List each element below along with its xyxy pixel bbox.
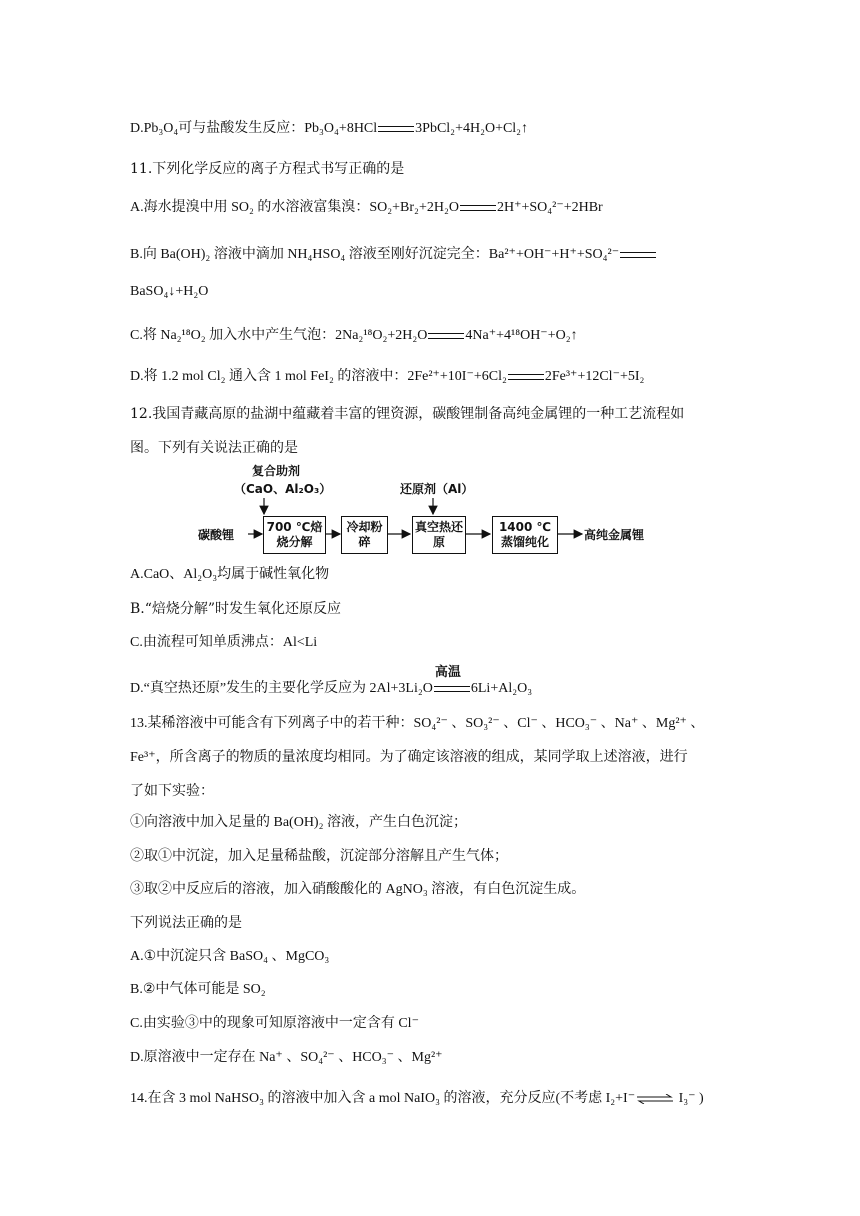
q11-d-lhs: D.将 1.2 mol Cl₂ 通入含 1 mol FeI₂ 的溶液中：2Fe²⁺+10I⁻+6Cl₂ — [130, 369, 507, 384]
q11-b-lhs: B.向 Ba(OH)₂ 溶液中滴加 NH₄HSO₄ 溶液至刚好沉淀完全：Ba²⁺+OH⁻+H⁺+SO₄²⁻ — [130, 247, 620, 262]
equals-sign — [460, 205, 496, 211]
q12-d-lhs: D.“真空热还原”发生的主要化学反应为 2Al+3Li₂O — [130, 681, 433, 696]
q13-exp-3: ③取②中反应后的溶液，加入硝酸酸化的 AgNO₃ 溶液，有白色沉淀生成。 — [130, 882, 586, 897]
q12-option-b: B.“焙烧分解”时发生氧化还原反应 — [130, 601, 342, 617]
flow-reductant-label: 还原剂（Al） — [400, 482, 474, 496]
flow-step-reduction: 真空热还原 — [412, 516, 466, 554]
q11-option-b-cont: BaSO₄↓+H₂O — [130, 284, 209, 299]
equilibrium-arrow — [635, 1094, 675, 1104]
flow-additive-label: 复合助剂 — [252, 464, 301, 478]
flow-step-distillation: 1400 ℃蒸馏纯化 — [492, 516, 558, 554]
q11-stem: 11.下列化学反应的离子方程式书写正确的是 — [130, 161, 405, 177]
q11-option-a — [130, 199, 603, 217]
q11-option-d — [130, 368, 644, 386]
q13-stem-1: 13.某稀溶液中可能含有下列离子中的若干种：SO₄²⁻ 、SO₃²⁻ 、Cl⁻ 、HCO₃⁻ 、Na⁺ 、Mg²⁺ 、 — [130, 716, 705, 731]
q10-d-rhs: 3PbCl₂+4H₂O+Cl₂↑ — [415, 121, 529, 136]
reaction-condition: 高温 — [434, 664, 461, 679]
q14-stem-tail: I₃⁻ ) — [675, 1091, 704, 1106]
flow-input-label: 碳酸锂 — [198, 528, 235, 542]
q11-c-lhs: C.将 Na₂¹⁸O₂ 加入水中产生气泡：2Na₂¹⁸O₂+2H₂O — [130, 328, 428, 343]
q13-option-c: C.由实验③中的现象可知原溶液中一定含有 Cl⁻ — [130, 1016, 419, 1031]
process-flow-diagram — [198, 462, 668, 562]
equals-sign — [434, 686, 470, 692]
q12-option-a: A.CaO、Al₂O₃均属于碱性氧化物 — [130, 567, 330, 582]
flow-step-roasting: 700 ℃焙烧分解 — [263, 516, 326, 554]
q11-option-b — [130, 246, 657, 264]
q11-option-c — [130, 327, 578, 345]
q13-stem-2: Fe³⁺，所含离子的物质的量浓度均相同。为了确定该溶液的组成，某同学取上述溶液，进行 — [130, 750, 688, 765]
q14-stem-text: 14.在含 3 mol NaHSO₃ 的溶液中加入含 a mol NaIO₃ 的溶液，充分反应(不考虑 I₂+I⁻ — [130, 1091, 636, 1106]
q13-exp-2: ②取①中沉淀，加入足量稀盐酸，沉淀部分溶解且产生气体； — [130, 848, 508, 864]
equals-sign — [428, 333, 464, 339]
q14-stem — [130, 1090, 704, 1108]
q13-ask: 下列说法正确的是 — [130, 915, 242, 931]
q13-exp-1: ①向溶液中加入足量的 Ba(OH)₂ 溶液，产生白色沉淀； — [130, 815, 467, 830]
q13-option-a: A.①中沉淀只含 BaSO₄ 、MgCO₃ — [130, 949, 330, 964]
q12-stem-1: 12.我国青藏高原的盐湖中蕴藏着丰富的锂资源，碳酸锂制备高纯金属锂的一种工艺流程如 — [130, 406, 685, 422]
flow-output-label: 高纯金属锂 — [584, 528, 645, 542]
q11-c-rhs: 4Na⁺+4¹⁸OH⁻+O₂↑ — [465, 328, 578, 343]
flow-step-cooling: 冷却粉碎 — [341, 516, 388, 554]
q11-d-rhs: 2Fe³⁺+12Cl⁻+5I₂ — [544, 369, 645, 384]
q11-a-rhs: 2H⁺+SO₄²⁻+2HBr — [496, 200, 603, 215]
q11-a-lhs: A.海水提溴中用 SO₂ 的水溶液富集溴：SO₂+Br₂+2H₂O — [130, 200, 459, 215]
equals-sign — [508, 374, 544, 380]
flow-additive-formula: （CaO、Al₂O₃） — [234, 482, 332, 496]
q13-option-d: D.原溶液中一定存在 Na⁺ 、SO₄²⁻ 、HCO₃⁻ 、Mg²⁺ — [130, 1050, 443, 1065]
q10-option-d — [130, 120, 528, 138]
q12-option-c: C.由流程可知单质沸点：Al<Li — [130, 635, 318, 650]
q12-option-d — [130, 664, 533, 698]
equals-sign — [378, 126, 414, 132]
q13-stem-3: 了如下实验： — [130, 783, 214, 799]
q12-stem-2: 图。下列有关说法正确的是 — [130, 440, 298, 456]
q12-d-rhs: 6Li+Al₂O₃ — [470, 681, 533, 696]
q10-d-lhs: D.Pb₃O₄可与盐酸发生反应：Pb₃O₄+8HCl — [130, 121, 378, 136]
q13-option-b: B.②中气体可能是 SO₂ — [130, 982, 266, 997]
equals-sign — [620, 252, 656, 258]
